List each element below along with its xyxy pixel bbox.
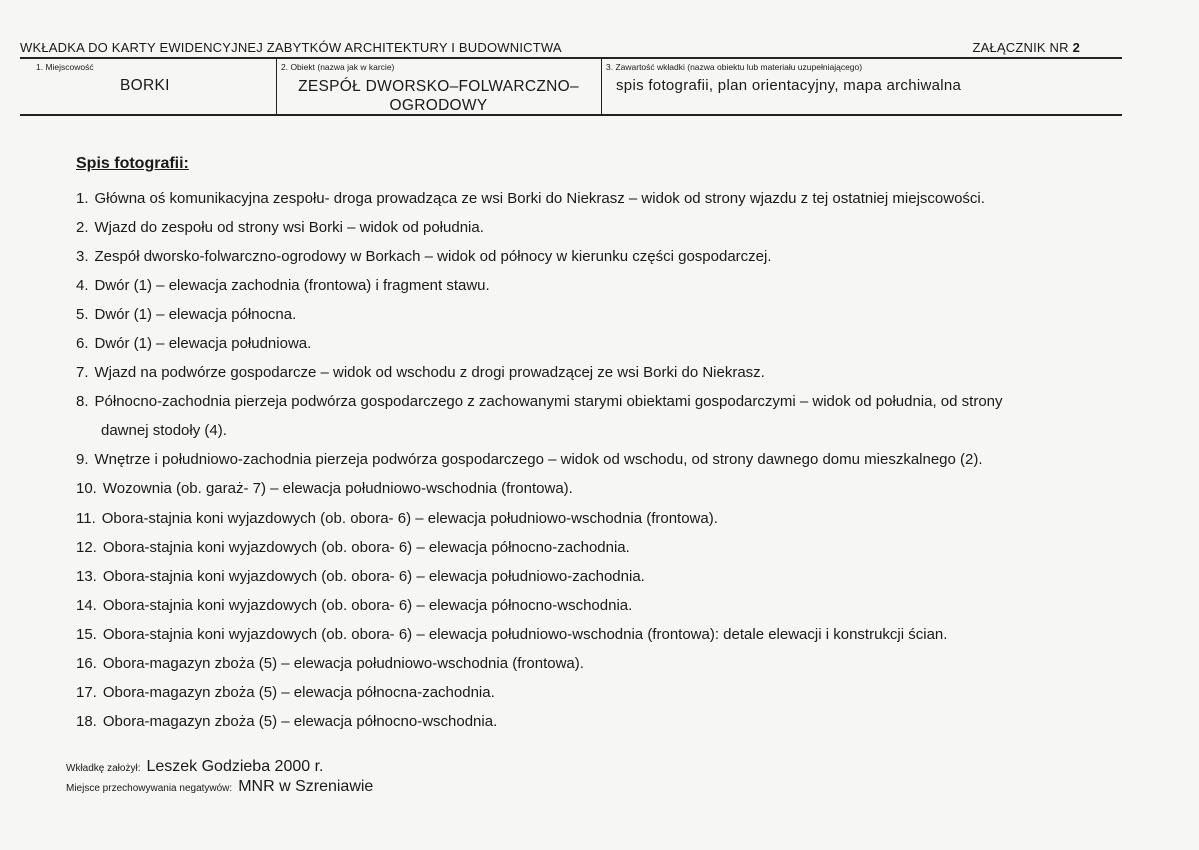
photo-list xyxy=(76,184,1136,736)
list-item-number: 2. xyxy=(76,219,89,237)
list-item-number: 1. xyxy=(76,190,89,207)
footer-author-value: Leszek Godzieba 2000 r. xyxy=(146,758,324,775)
list-item-text: Wozownia (ob. garaż- 7) – elewacja południowo-wschodnia (frontowa). xyxy=(102,480,573,498)
list-item-text: Zespół dworsko-folwarczno-ogrodowy w Borkach – widok od północy w kierunku części gospodarczej. xyxy=(94,248,772,266)
field-object-value-line1: ZESPÓŁ DWORSKO–FOLWARCZNO– xyxy=(298,78,579,95)
list-item xyxy=(76,504,1136,533)
field-object-value-line2: OGRODOWY xyxy=(389,97,488,114)
list-item-text: Obora-stajnia koni wyjazdowych (ob. obora- 6) – elewacja północno-wschodnia. xyxy=(102,596,633,614)
footer-author-label: Wkładkę założył: xyxy=(66,763,141,774)
list-item-number: 12. xyxy=(76,538,97,556)
field-locality xyxy=(20,59,276,116)
list-item-number: 9. xyxy=(76,451,89,469)
field-locality-value: BORKI xyxy=(120,77,170,94)
list-item-number: 10. xyxy=(76,480,97,498)
footer-storage-label: Miejsce przechowywania negatywów: xyxy=(66,783,233,794)
list-item xyxy=(76,184,1136,213)
list-item-text: Główna oś komunikacyjna zespołu- droga prowadząca ze wsi Borki do Niekrasz – widok od strony wjazdu z tej ostatniej miejscowości. xyxy=(94,190,985,207)
annex-label-text: ZAŁĄCZNIK NR xyxy=(972,40,1069,55)
list-item xyxy=(76,649,1136,678)
list-item xyxy=(76,242,1136,271)
list-item-number: 13. xyxy=(76,567,97,585)
list-item-text: Północno-zachodnia pierzeja podwórza gospodarczego z zachowanymi starymi obiektami gospodarczymi – widok od południa, od strony xyxy=(94,393,1003,411)
header-table xyxy=(20,57,1122,116)
field-locality-label: 1. Miejscowość xyxy=(36,62,94,72)
list-item xyxy=(76,271,1136,300)
field-contents-label: 3. Zawartość wkładki (nazwa obiektu lub materiału uzupełniającego) xyxy=(606,62,863,72)
list-item xyxy=(76,562,1136,591)
list-item xyxy=(76,300,1136,329)
field-contents xyxy=(601,59,1122,116)
list-item-number: 16. xyxy=(76,654,97,672)
list-item-text: Obora-stajnia koni wyjazdowych (ob. obora- 6) – elewacja północno-zachodnia. xyxy=(102,538,630,556)
list-item xyxy=(76,707,1136,736)
list-item-text: Obora-magazyn zboża (5) – elewacja południowo-wschodnia (frontowa). xyxy=(102,654,584,672)
list-item-text: Dwór (1) – elewacja południowa. xyxy=(94,335,312,353)
footer-author xyxy=(66,758,323,776)
annex-label xyxy=(972,40,1080,55)
list-item-number: 3. xyxy=(76,248,89,266)
list-item xyxy=(76,533,1136,562)
list-item xyxy=(76,329,1136,358)
list-item-text: Wnętrze i południowo-zachodnia pierzeja podwórza gospodarczego – widok od wschodu, od strony dawnego domu mieszkalnego (2). xyxy=(94,451,983,469)
list-item-text: Obora-magazyn zboża (5) – elewacja północno-wschodnia. xyxy=(102,712,498,730)
footer-storage-value: MNR w Szreniawie xyxy=(238,778,374,795)
list-item xyxy=(76,678,1136,707)
list-item-text: Wjazd na podwórze gospodarcze – widok od wschodu z drogi prowadzącej ze wsi Borki do Niekrasz. xyxy=(94,364,765,382)
list-item-text: Obora-stajnia koni wyjazdowych (ob. obora- 6) – elewacja południowo-zachodnia. xyxy=(102,567,645,585)
section-title: Spis fotografii: xyxy=(76,155,189,172)
footer-storage xyxy=(66,778,373,796)
field-object-value xyxy=(281,77,596,115)
list-item-number: 17. xyxy=(76,683,97,701)
list-item-text: Dwór (1) – elewacja zachodnia (frontowa) i fragment stawu. xyxy=(94,277,490,295)
field-object xyxy=(276,59,601,116)
list-item xyxy=(76,445,1136,474)
list-item-continuation: dawnej stodoły (4). xyxy=(101,422,227,440)
list-item-text: Dwór (1) – elewacja północna. xyxy=(94,306,297,324)
list-item-number: 8. xyxy=(76,393,89,411)
list-item-text: Obora-stajnia koni wyjazdowych (ob. obora- 6) – elewacja południowo-wschodnia (frontowa): detale elewacji i konstrukcji ścian. xyxy=(102,625,948,643)
field-object-label: 2. Obiekt (nazwa jak w karcie) xyxy=(281,62,395,72)
list-item-text: Obora-stajnia koni wyjazdowych (ob. obora- 6) – elewacja południowo-wschodnia (frontowa). xyxy=(101,509,718,527)
list-item-text: Wjazd do zespołu od strony wsi Borki – widok od południa. xyxy=(94,219,484,237)
list-item-number: 4. xyxy=(76,277,89,295)
list-item-number: 14. xyxy=(76,596,97,614)
list-item-number: 18. xyxy=(76,712,97,730)
list-item xyxy=(76,358,1136,387)
list-item xyxy=(76,474,1136,503)
list-item xyxy=(76,591,1136,620)
list-item-number: 5. xyxy=(76,306,89,324)
list-item xyxy=(76,213,1136,242)
list-item-number: 15. xyxy=(76,625,97,643)
list-item-number: 11. xyxy=(76,509,96,527)
document-title: WKŁADKA DO KARTY EWIDENCYJNEJ ZABYTKÓW ARCHITEKTURY I BUDOWNICTWA xyxy=(20,40,562,55)
list-item-number: 6. xyxy=(76,335,89,353)
list-item xyxy=(76,387,1136,416)
field-contents-value: spis fotografii, plan orientacyjny, mapa archiwalna xyxy=(616,77,962,94)
list-item-text: Obora-magazyn zboża (5) – elewacja północna-zachodnia. xyxy=(102,683,495,701)
annex-number: 2 xyxy=(1072,40,1080,55)
list-item xyxy=(76,620,1136,649)
list-item-number: 7. xyxy=(76,364,89,382)
